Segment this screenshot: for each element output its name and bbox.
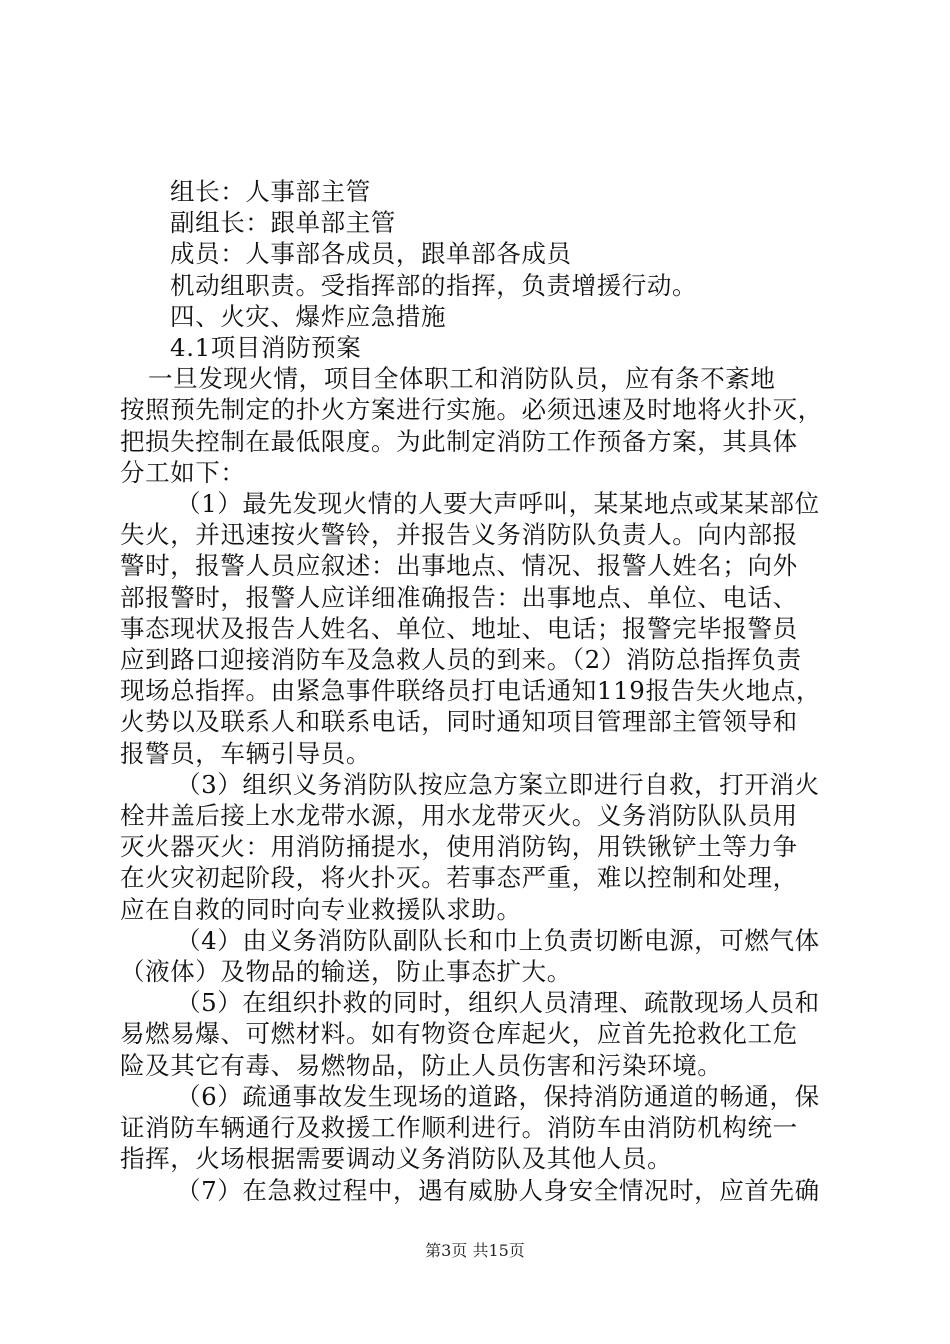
paragraph-line: 部报警时，报警人应详细准确报告：出事地点、单位、电话、 (120, 582, 798, 612)
paragraph-line: 警时，报警人员应叙述：出事地点、情况、报警人姓名；向外 (120, 551, 798, 581)
paragraph-line: （4）由义务消防队副队长和巾上负责切断电源，可燃气体 (176, 925, 820, 955)
paragraph-line: 报警员，车辆引导员。 (120, 738, 371, 768)
paragraph-line: 证消防车辆通行及救援工作顺利进行。消防车由消防机构统一 (120, 1113, 798, 1143)
paragraph-line: 火势以及联系人和联系电话，同时通知项目管理部主管领导和 (120, 707, 798, 737)
paragraph-line: 指挥，火场根据需要调动义务消防队及其他人员。 (120, 1144, 673, 1174)
section-heading-fire-explosion: 四、火灾、爆炸应急措施 (170, 301, 447, 331)
paragraph-line: 灭火器灭火：用消防捅提水，使用消防钩，用铁锹铲土等力争 (120, 832, 798, 862)
paragraph-line: （3）组织义务消防队按应急方案立即进行自救，打开消火 (176, 769, 820, 799)
page-footer (0, 1238, 950, 1261)
paragraph-line: （1）最先发现火情的人要大声呼叫，某某地点或某某部位 (176, 489, 820, 519)
paragraph-line: 把损失控制在最低限度。为此制定消防工作预备方案，其具体 (120, 426, 798, 456)
paragraph-item-5 (120, 987, 832, 1081)
paragraph-line: 在火灾初起阶段，将火扑灭。若事态严重，难以控制和处理， (120, 863, 798, 893)
paragraph-line: 失火，并迅速按火警铃，并报告义务消防队负责人。向内部报 (120, 520, 798, 550)
text-line-mobile-group-duty: 机动组职责。受指挥部的指挥，负责增援行动。 (170, 270, 698, 300)
paragraph-line: （5）在组织扑救的同时，组织人员清理、疏散现场人员和 (176, 988, 820, 1018)
subsection-heading-fire-plan: 4.1项目消防预案 (170, 333, 362, 363)
paragraph-line: 分工如下： (120, 457, 246, 487)
paragraph-line: 易燃易爆、可燃材料。如有物资仓库起火，应首先抢救化工危 (120, 1019, 798, 1049)
paragraph-line: 一旦发现火情，项目全体职工和消防队员，应有条不紊地 (148, 364, 776, 394)
paragraph-line: 应到路口迎接消防车及急救人员的到来。（2）消防总指挥负责 (120, 645, 802, 675)
paragraph-item-4 (120, 925, 832, 987)
page-number-label: 第3页 共15页 (425, 1241, 525, 1260)
text-line-members: 成员：人事部各成员，跟单部各成员 (170, 239, 572, 269)
paragraph-item-1-2 (120, 488, 832, 769)
document-body (120, 176, 832, 1206)
paragraph-line: 现场总指挥。由紧急事件联络员打电话通知119报告失火地点， (120, 676, 822, 706)
paragraph-line: 按照预先制定的扑火方案进行实施。必须迅速及时地将火扑灭， (120, 395, 823, 425)
paragraph-line: （7）在急救过程中，遇有威胁人身安全情况时，应首先确 (176, 1175, 820, 1205)
text-line-group-leader: 组长：人事部主管 (170, 177, 371, 206)
paragraph-line: 应在自救的同时向专业救援队求助。 (120, 894, 522, 924)
paragraph-line: 事态现状及报告人姓名、单位、地址、电话；报警完毕报警员 (120, 613, 798, 643)
text-line-deputy-leader: 副组长：跟单部主管 (170, 208, 396, 238)
paragraph-line: 险及其它有毒、易燃物品，防止人员伤害和污染环境。 (120, 1050, 723, 1080)
paragraph-item-3 (120, 769, 832, 925)
paragraph-line: （6）疏通事故发生现场的道路，保持消防通道的畅通，保 (176, 1081, 820, 1111)
paragraph-line: 栓井盖后接上水龙带水源，用水龙带灭火。义务消防队队员用 (120, 801, 798, 831)
paragraph-line: （液体）及物品的输送，防止事态扩大。 (120, 957, 572, 987)
paragraph-fire-discovery (120, 363, 832, 488)
paragraph-item-6 (120, 1081, 832, 1175)
paragraph-item-7 (120, 1175, 832, 1206)
